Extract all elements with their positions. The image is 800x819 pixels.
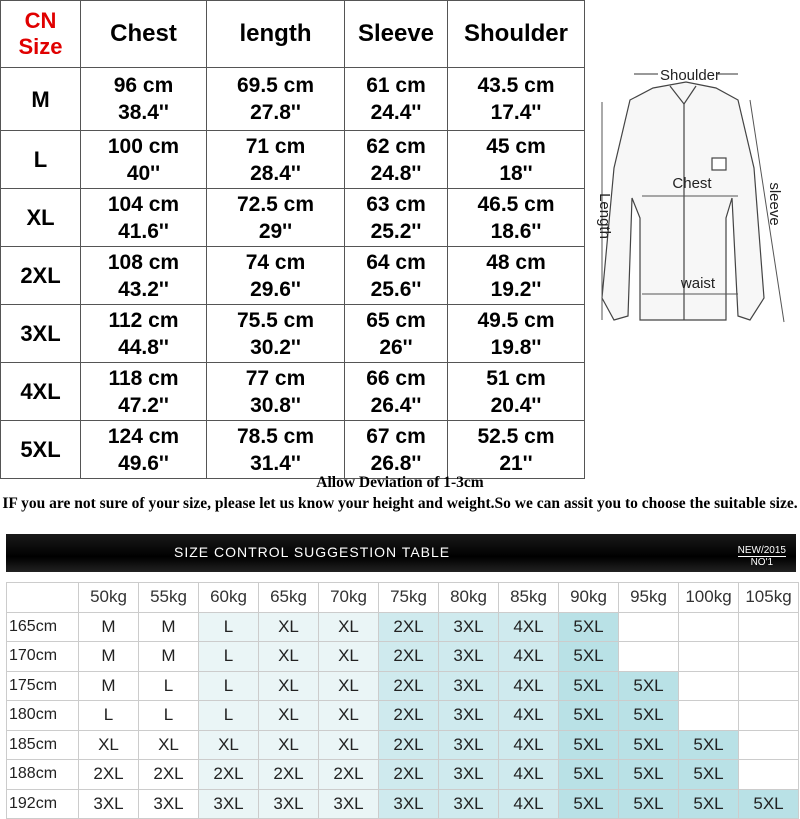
suggested-size-cell: XL: [319, 671, 379, 701]
suggested-size-cell: 5XL: [619, 760, 679, 790]
suggested-size-cell: 4XL: [499, 789, 559, 819]
sleeve-cm: 64 cm: [366, 250, 426, 274]
sleeve-cell: [345, 68, 448, 131]
suggested-size-cell: 3XL: [379, 789, 439, 819]
length-header: length: [207, 1, 345, 68]
suggested-size-cell: M: [79, 642, 139, 672]
suggested-size-cell: [679, 612, 739, 642]
chest-cm: 112 cm: [108, 308, 179, 332]
chest-cell: [81, 189, 207, 247]
length-cell: [207, 189, 345, 247]
suggested-size-cell: 5XL: [679, 760, 739, 790]
suggested-size-cell: XL: [199, 730, 259, 760]
shoulder-label: Shoulder: [659, 67, 721, 84]
height-row: [7, 642, 799, 672]
weight-header: 90kg: [559, 583, 619, 613]
sleeve-cell: [345, 421, 448, 479]
size-row: [1, 68, 585, 131]
suggested-size-cell: 5XL: [559, 760, 619, 790]
chest-inch: 40'': [126, 161, 161, 185]
size-label: 3XL: [1, 305, 81, 363]
sleeve-header: Sleeve: [345, 1, 448, 68]
sleeve-cm: 66 cm: [366, 366, 426, 390]
size-label: 4XL: [1, 363, 81, 421]
suggested-size-cell: M: [139, 612, 199, 642]
deviation-note: Allow Deviation of 1-3cm: [316, 474, 484, 491]
suggested-size-cell: [739, 671, 799, 701]
suggested-size-cell: 3XL: [439, 701, 499, 731]
shoulder-cm: 49.5 cm: [477, 308, 555, 332]
suggested-size-cell: 4XL: [499, 612, 559, 642]
sleeve-cm: 63 cm: [366, 192, 426, 216]
suggested-size-cell: 2XL: [379, 612, 439, 642]
suggested-size-cell: XL: [79, 730, 139, 760]
sleeve-cell: [345, 189, 448, 247]
shoulder-cm: 51 cm: [486, 366, 546, 390]
weight-header: 95kg: [619, 583, 679, 613]
banner-tag-top: NEW/2015: [737, 545, 786, 556]
suggested-size-cell: [619, 612, 679, 642]
suggested-size-cell: 5XL: [559, 789, 619, 819]
suggested-size-cell: L: [79, 701, 139, 731]
weight-header: 85kg: [499, 583, 559, 613]
length-cm: 75.5 cm: [236, 308, 315, 332]
size-chart-table: [0, 0, 585, 479]
suggested-size-cell: [739, 642, 799, 672]
suggested-size-cell: 2XL: [379, 730, 439, 760]
chest-cell: [81, 421, 207, 479]
suggested-size-cell: XL: [319, 701, 379, 731]
size-row: [1, 305, 585, 363]
height-row: [7, 701, 799, 731]
suggested-size-cell: [739, 730, 799, 760]
shoulder-cell: [448, 68, 585, 131]
suggested-size-cell: M: [139, 642, 199, 672]
chest-inch: 41.6'': [118, 219, 169, 243]
shoulder-cm: 43.5 cm: [477, 74, 555, 97]
suggested-size-cell: 5XL: [559, 642, 619, 672]
size-row: [1, 131, 585, 189]
shoulder-inch: 18'': [499, 161, 533, 185]
weight-header: 65kg: [259, 583, 319, 613]
shoulder-inch: 18.6'': [490, 219, 542, 243]
length-cell: [207, 68, 345, 131]
height-row: [7, 789, 799, 819]
shoulder-inch: 17.4'': [490, 101, 542, 124]
shirt-measurement-diagram: [588, 58, 800, 348]
banner-title: SIZE CONTROL SUGGESTION TABLE: [174, 544, 451, 560]
suggested-size-cell: 3XL: [259, 789, 319, 819]
suggested-size-cell: 3XL: [439, 671, 499, 701]
sleeve-cm: 67 cm: [366, 424, 426, 448]
sleeve-cell: [345, 247, 448, 305]
suggested-size-cell: 5XL: [619, 789, 679, 819]
sleeve-inch: 25.6'': [370, 277, 422, 301]
suggested-size-cell: XL: [259, 612, 319, 642]
waist-label: waist: [680, 275, 716, 292]
sleeve-cm: 62 cm: [366, 134, 426, 158]
shoulder-cell: [448, 131, 585, 189]
length-cm: 74 cm: [245, 250, 306, 274]
sleeve-inch: 24.4'': [370, 101, 422, 124]
suggested-size-cell: 5XL: [559, 730, 619, 760]
size-label: L: [1, 131, 81, 189]
weight-header-row: [7, 583, 799, 613]
shoulder-cm: 45 cm: [486, 134, 546, 158]
shoulder-inch: 19.8'': [490, 335, 542, 359]
chest-header: Chest: [81, 1, 207, 68]
shoulder-cm: 46.5 cm: [477, 192, 555, 216]
weight-header: 75kg: [379, 583, 439, 613]
suggested-size-cell: 5XL: [739, 789, 799, 819]
suggested-size-cell: [739, 701, 799, 731]
suggested-size-cell: 5XL: [679, 789, 739, 819]
weight-header: 80kg: [439, 583, 499, 613]
weight-header: 60kg: [199, 583, 259, 613]
suggested-size-cell: [679, 671, 739, 701]
suggested-size-cell: XL: [319, 642, 379, 672]
corner-cell: [7, 583, 79, 613]
height-row: [7, 612, 799, 642]
chest-inch: 38.4'': [118, 101, 169, 124]
shoulder-cell: [448, 421, 585, 479]
height-label: 165cm: [7, 612, 79, 642]
sleeve-inch: 26'': [379, 335, 413, 359]
height-row: [7, 760, 799, 790]
weight-header: 70kg: [319, 583, 379, 613]
sleeve-inch: 25.2'': [370, 219, 422, 243]
cn-label: CN Size: [18, 8, 63, 59]
length-label: Length: [596, 193, 613, 239]
shoulder-inch: 20.4'': [490, 393, 542, 417]
length-inch: 29.6'': [250, 277, 301, 301]
height-label: 192cm: [7, 789, 79, 819]
suggested-size-cell: XL: [319, 730, 379, 760]
suggested-size-cell: XL: [139, 730, 199, 760]
length-cm: 72.5 cm: [236, 192, 315, 216]
banner-tag-bottom: NO'1: [750, 557, 774, 568]
chest-cm: 104 cm: [107, 192, 180, 216]
suggested-size-cell: [739, 760, 799, 790]
shoulder-cell: [448, 247, 585, 305]
suggested-size-cell: 5XL: [619, 730, 679, 760]
suggested-size-cell: M: [79, 671, 139, 701]
chest-cell: [81, 247, 207, 305]
suggested-size-cell: 5XL: [559, 671, 619, 701]
size-chart-header-row: [1, 1, 585, 68]
length-inch: 30.8'': [250, 393, 301, 417]
sleeve-inch: 26.8'': [370, 451, 422, 475]
size-notes: [0, 472, 800, 514]
suggested-size-cell: L: [199, 642, 259, 672]
suggested-size-cell: XL: [259, 701, 319, 731]
shoulder-cm: 48 cm: [486, 250, 546, 274]
suggested-size-cell: 2XL: [379, 671, 439, 701]
length-cm: 78.5 cm: [236, 424, 315, 448]
suggested-size-cell: 4XL: [499, 730, 559, 760]
suggested-size-cell: 2XL: [379, 760, 439, 790]
length-cell: [207, 363, 345, 421]
size-label: XL: [1, 189, 81, 247]
size-suggestion-table: [6, 582, 799, 819]
cn-size-header: [1, 1, 81, 68]
shoulder-cell: [448, 363, 585, 421]
length-cm: 77 cm: [245, 366, 306, 390]
suggested-size-cell: XL: [259, 642, 319, 672]
shoulder-cell: [448, 189, 585, 247]
suggested-size-cell: [619, 642, 679, 672]
chest-inch: 47.2'': [118, 393, 169, 417]
suggested-size-cell: 2XL: [259, 760, 319, 790]
suggested-size-cell: 3XL: [79, 789, 139, 819]
size-row: [1, 363, 585, 421]
weight-header: 105kg: [739, 583, 799, 613]
sleeve-cell: [345, 305, 448, 363]
shoulder-header: Shoulder: [448, 1, 585, 68]
suggested-size-cell: 2XL: [379, 642, 439, 672]
suggested-size-cell: L: [199, 671, 259, 701]
suggestion-table-banner: [6, 534, 796, 572]
suggested-size-cell: 5XL: [559, 612, 619, 642]
suggested-size-cell: 4XL: [499, 671, 559, 701]
length-cell: [207, 305, 345, 363]
chest-cell: [81, 363, 207, 421]
sleeve-cell: [345, 363, 448, 421]
suggested-size-cell: 2XL: [199, 760, 259, 790]
suggested-size-cell: 3XL: [439, 789, 499, 819]
chest-cell: [81, 305, 207, 363]
suggested-size-cell: 3XL: [439, 642, 499, 672]
chest-inch: 49.6'': [118, 451, 169, 475]
chest-cm: 118 cm: [108, 366, 179, 390]
shoulder-inch: 21'': [499, 451, 533, 475]
size-label: M: [1, 68, 81, 131]
suggested-size-cell: 4XL: [499, 642, 559, 672]
chest-cm: 108 cm: [107, 250, 180, 274]
chest-cell: [81, 68, 207, 131]
length-inch: 28.4'': [250, 161, 301, 185]
size-row: [1, 247, 585, 305]
length-cell: [207, 421, 345, 479]
length-inch: 29'': [258, 219, 293, 243]
suggested-size-cell: 5XL: [559, 701, 619, 731]
size-label: 2XL: [1, 247, 81, 305]
suggested-size-cell: L: [199, 612, 259, 642]
sleeve-label: sleeve: [766, 182, 783, 226]
chest-inch: 44.8'': [118, 335, 169, 359]
suggested-size-cell: XL: [259, 671, 319, 701]
suggested-size-cell: L: [199, 701, 259, 731]
weight-header: 50kg: [79, 583, 139, 613]
suggested-size-cell: 2XL: [79, 760, 139, 790]
chest-cm: 100 cm: [107, 134, 180, 158]
suggested-size-cell: 3XL: [139, 789, 199, 819]
length-inch: 27.8'': [250, 101, 301, 124]
suggested-size-cell: 4XL: [499, 701, 559, 731]
size-help-note: IF you are not sure of your size, please let us know your height and weight.So we can assit you to choose the suitable size.: [2, 495, 798, 512]
length-cell: [207, 131, 345, 189]
suggested-size-cell: 5XL: [619, 701, 679, 731]
height-label: 185cm: [7, 730, 79, 760]
length-inch: 30.2'': [250, 335, 301, 359]
suggested-size-cell: 4XL: [499, 760, 559, 790]
chest-label: Chest: [672, 175, 712, 192]
height-label: 175cm: [7, 671, 79, 701]
sleeve-cm: 61 cm: [366, 74, 426, 97]
sleeve-inch: 24.8'': [370, 161, 422, 185]
suggested-size-cell: M: [79, 612, 139, 642]
weight-header: 100kg: [679, 583, 739, 613]
size-row: [1, 421, 585, 479]
suggested-size-cell: 3XL: [439, 760, 499, 790]
suggested-size-cell: L: [139, 671, 199, 701]
length-cm: 71 cm: [245, 134, 306, 158]
shoulder-cell: [448, 305, 585, 363]
suggested-size-cell: 2XL: [139, 760, 199, 790]
suggested-size-cell: [739, 612, 799, 642]
suggested-size-cell: XL: [319, 612, 379, 642]
suggested-size-cell: 2XL: [379, 701, 439, 731]
suggested-size-cell: 5XL: [619, 671, 679, 701]
suggested-size-cell: L: [139, 701, 199, 731]
weight-header: 55kg: [139, 583, 199, 613]
length-cell: [207, 247, 345, 305]
height-row: [7, 730, 799, 760]
suggested-size-cell: [679, 642, 739, 672]
chest-cm: 96 cm: [113, 74, 174, 97]
sleeve-cm: 65 cm: [366, 308, 426, 332]
sleeve-cell: [345, 131, 448, 189]
banner-tag: [738, 545, 786, 568]
chest-cell: [81, 131, 207, 189]
chest-cm: 124 cm: [107, 424, 180, 448]
suggested-size-cell: 3XL: [439, 612, 499, 642]
height-label: 180cm: [7, 701, 79, 731]
suggested-size-cell: 5XL: [679, 730, 739, 760]
shoulder-cm: 52.5 cm: [477, 424, 555, 448]
length-cm: 69.5 cm: [236, 74, 315, 97]
chest-inch: 43.2'': [118, 277, 169, 301]
suggested-size-cell: 3XL: [319, 789, 379, 819]
size-row: [1, 189, 585, 247]
height-row: [7, 671, 799, 701]
suggested-size-cell: 3XL: [199, 789, 259, 819]
suggested-size-cell: 3XL: [439, 730, 499, 760]
size-label: 5XL: [1, 421, 81, 479]
shoulder-inch: 19.2'': [490, 277, 542, 301]
suggested-size-cell: 2XL: [319, 760, 379, 790]
sleeve-inch: 26.4'': [370, 393, 422, 417]
height-label: 188cm: [7, 760, 79, 790]
suggested-size-cell: XL: [259, 730, 319, 760]
suggested-size-cell: [679, 701, 739, 731]
length-inch: 31.4'': [250, 451, 301, 475]
height-label: 170cm: [7, 642, 79, 672]
